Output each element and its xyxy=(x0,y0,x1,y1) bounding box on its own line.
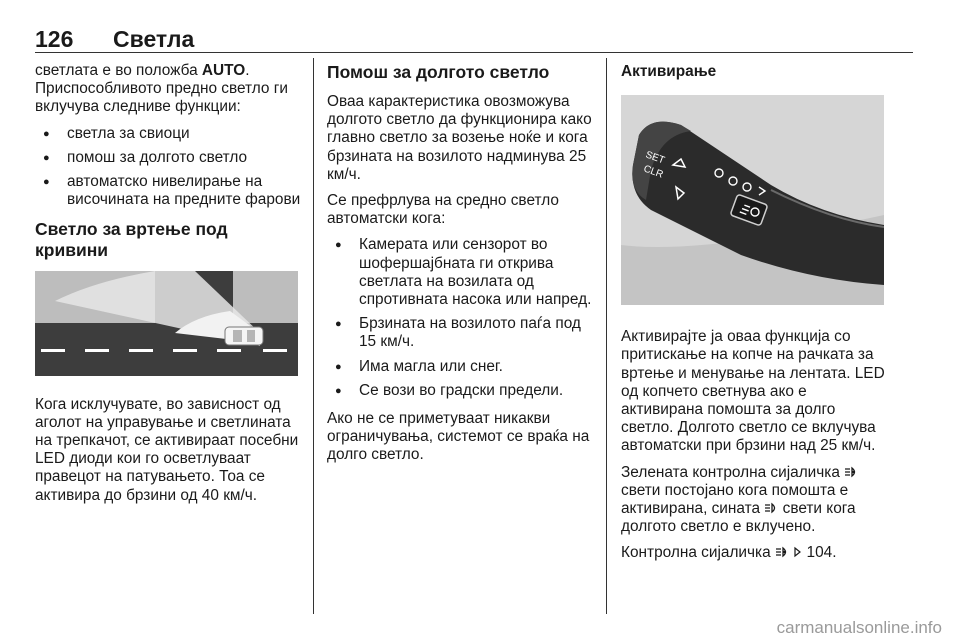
paragraph: Ако не се приметуваат никакви ограничувања, системот се враќа на долго светло. xyxy=(327,410,590,464)
section-heading-high-beam: Помош за долгото светло xyxy=(327,62,550,82)
column-divider-2 xyxy=(606,58,607,614)
text-segment: свети постојано кога помошта е активирана, сината xyxy=(621,481,849,518)
stalk-label-set: SET xyxy=(643,149,667,167)
list-item: ● автоматско нивелирање на височината на предните фарови xyxy=(35,173,303,209)
turn-signal-stalk-illustration xyxy=(621,95,884,305)
text-segment: свети кога долгото светло е вклучено. xyxy=(621,500,856,536)
high-beam-assist-indicator-icon xyxy=(775,546,789,558)
column-divider-1 xyxy=(313,58,314,614)
text-segment: Контролна сијаличка xyxy=(621,544,771,562)
high-beam-assist-indicator-icon xyxy=(844,466,858,478)
header-rule xyxy=(35,52,913,53)
list-item: ● помош за долгото светло xyxy=(35,149,303,167)
watermark: carmanualsonline.info xyxy=(776,618,942,637)
list-item: ● Брзината на возилото паѓа под 15 км/ч. xyxy=(327,315,597,351)
section-heading-cornering: Светло за вртење под кривини xyxy=(35,219,228,261)
page-header xyxy=(35,18,913,52)
list-item: ● Се вози во градски предели. xyxy=(327,382,597,400)
intro-text: светлата е во положба xyxy=(35,62,202,79)
auto-label: AUTO xyxy=(201,62,246,79)
column-1 xyxy=(35,62,303,513)
paragraph-reference xyxy=(621,544,889,562)
section-heading-activation: Активирање xyxy=(621,63,717,80)
list-item: ● Камерата или сензорот во шофершајбната ги открива светлата на возилата од спротивната насока или напред. xyxy=(327,236,597,309)
page-reference[interactable]: 104. xyxy=(806,544,837,562)
page-number: 126 xyxy=(35,26,74,52)
list-item: ● светла за свиоци xyxy=(35,125,303,143)
intro-text-cont: . Приспособливото предно светло ги вклучува следниве функции: xyxy=(35,62,288,116)
paragraph-indicator xyxy=(621,464,889,537)
road-illustration xyxy=(35,271,298,376)
paragraph: Активирајте ја оваа функција со притискање на копче на рачката за вртење и менување на лентата. LED од копчето светнува ако е активирана помошта за долго светло. Долгото светло се вклучува автоматски при брзини над 25 км/ч. xyxy=(621,328,885,455)
conditions-list xyxy=(327,236,597,400)
high-beam-indicator-icon xyxy=(764,502,778,514)
cornering-light-figure xyxy=(35,271,303,381)
intro-paragraph xyxy=(35,62,303,117)
text-segment: Зелената контролна сијаличка xyxy=(621,463,840,481)
list-item: ● Има магла или снег. xyxy=(327,358,597,376)
paragraph: Оваа карактеристика овозможува долгото светло да функционира како главно светло за возење ноќе и кога брзината на возилото надминува 25 км/ч. xyxy=(327,93,592,183)
page-title: Светла xyxy=(113,26,195,52)
paragraph: Се префрлува на средно светло автоматски кога: xyxy=(327,192,559,228)
page-reference-arrow-icon xyxy=(793,546,802,558)
column-2 xyxy=(327,62,597,473)
car-icon xyxy=(225,327,263,345)
cornering-body: Кога исклучувате, во зависност од аголот на управувањe и светлината на трепкачот, се активираат посебни LED диоди кои го осветлуваат правецот на патувањето. Тоа се активира до брзини од 40 км/ч. xyxy=(35,395,299,504)
stalk-label-clr: CLR xyxy=(641,163,665,181)
column-3 xyxy=(621,62,889,571)
functions-list xyxy=(35,125,303,210)
stalk-figure xyxy=(621,95,889,310)
